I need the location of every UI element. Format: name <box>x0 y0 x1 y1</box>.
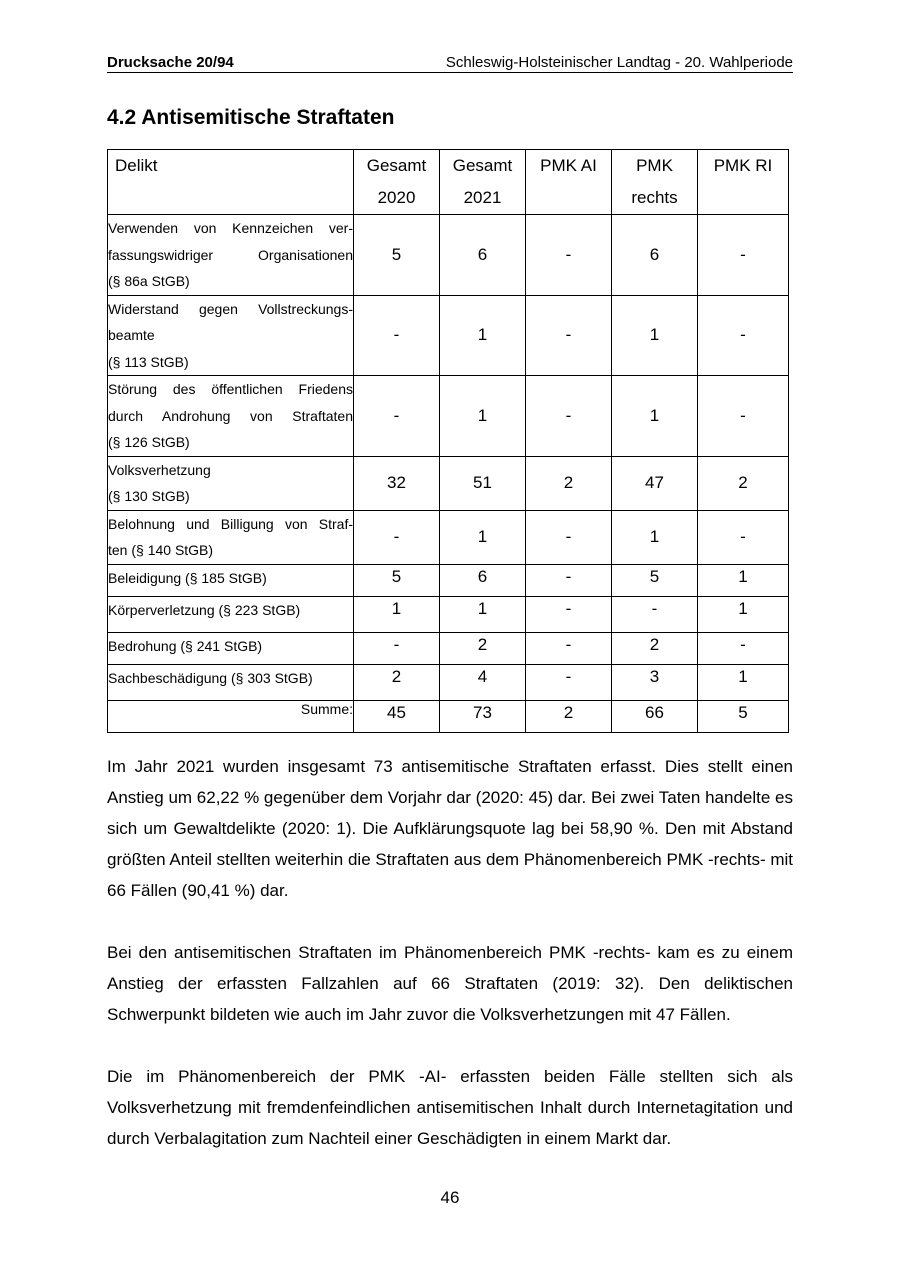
offence-cell <box>108 664 354 700</box>
column-header-line: Gesamt <box>366 156 427 175</box>
sum-value-cell: 66 <box>612 700 698 732</box>
offence-line: (§ 130 StGB) <box>108 488 190 504</box>
column-header-line: PMK <box>636 156 673 175</box>
value-cell: 1 <box>612 376 698 457</box>
value-cell: 3 <box>612 664 698 700</box>
column-header-line: 2021 <box>463 188 502 207</box>
value-cell: 1 <box>440 596 526 632</box>
offence-line: beamte <box>108 327 155 343</box>
table-body <box>108 215 789 733</box>
page-number: 46 <box>440 1188 460 1207</box>
paragraph: Im Jahr 2021 wurden insgesamt 73 antisemitische Straftaten erfasst. Dies stellt einen Anstieg um 62,22 % gegenüber dem Vorjahr dar (2020: 45) dar. Bei zwei Taten handelte es sich um Gewaltdelikte (2020: 1). Die Aufklärungsquote lag bei 58,90 %. Den mit Abstand größten Anteil stellten weiterhin die Straftaten aus dem Phänomenbereich PMK -rechts- mit 66 Fällen (90,41 %) dar. <box>107 757 794 900</box>
column-header-line: rechts <box>631 188 678 207</box>
table-row <box>108 295 789 376</box>
table-row <box>108 664 789 700</box>
value-cell: 4 <box>440 664 526 700</box>
value-cell: 47 <box>612 456 698 510</box>
value-cell: 2 <box>698 456 789 510</box>
offence-line: Sachbeschädigung (§ 303 StGB) <box>108 669 313 686</box>
value-cell: 1 <box>698 664 789 700</box>
value-cell: 6 <box>612 215 698 296</box>
value-cell: 2 <box>612 632 698 664</box>
value-cell: 5 <box>354 564 440 596</box>
value-cell: - <box>354 295 440 376</box>
value-cell: - <box>698 632 789 664</box>
value-cell: - <box>526 376 612 457</box>
value-cell: 1 <box>698 564 789 596</box>
value-cell: 32 <box>354 456 440 510</box>
value-cell: 1 <box>440 376 526 457</box>
offence-line: (§ 126 StGB) <box>108 434 190 450</box>
document-number: Drucksache 20/94 <box>107 54 234 71</box>
column-header-line: PMK AI <box>540 156 597 175</box>
table-header-row <box>108 150 789 215</box>
offence-line: ten (§ 140 StGB) <box>108 542 214 558</box>
column-header-line: PMK RI <box>713 156 773 175</box>
section-title: 4.2 Antisemitische Straftaten <box>107 106 395 129</box>
column-header-line: Delikt <box>115 156 158 175</box>
offence-line: Belohnung und Billigung von Straf- <box>108 515 353 532</box>
value-cell: - <box>526 215 612 296</box>
value-cell: - <box>698 376 789 457</box>
value-cell: 1 <box>612 295 698 376</box>
column-header <box>354 150 440 215</box>
value-cell: - <box>698 215 789 296</box>
value-cell: 5 <box>612 564 698 596</box>
value-cell: 1 <box>354 596 440 632</box>
offence-line: Störung des öffentlichen Friedens <box>108 381 353 397</box>
parliament-name: Schleswig-Holsteinischer Landtag - 20. Wahlperiode <box>445 54 793 71</box>
offence-cell <box>108 510 354 564</box>
sum-value-cell: 45 <box>354 700 440 732</box>
value-cell: - <box>526 510 612 564</box>
table-row <box>108 564 789 596</box>
offence-line: Verwenden von Kennzeichen ver- <box>108 220 353 236</box>
value-cell: 6 <box>440 215 526 296</box>
value-cell: 51 <box>440 456 526 510</box>
offence-cell <box>108 632 354 664</box>
value-cell: 1 <box>612 510 698 564</box>
sum-value-cell: 2 <box>526 700 612 732</box>
offence-line: (§ 113 StGB) <box>108 353 189 370</box>
offence-cell <box>108 215 354 296</box>
value-cell: 1 <box>440 295 526 376</box>
value-cell: - <box>354 632 440 664</box>
table-row <box>108 456 789 510</box>
value-cell: - <box>526 596 612 632</box>
value-cell: 1 <box>440 510 526 564</box>
value-cell: - <box>526 632 612 664</box>
offence-cell <box>108 376 354 457</box>
offence-line: durch Androhung von Straftaten <box>108 407 353 424</box>
body-text <box>107 751 793 1185</box>
sum-value-cell: 5 <box>698 700 789 732</box>
offence-line: Beleidigung (§ 185 StGB) <box>108 569 267 586</box>
column-header <box>440 150 526 215</box>
value-cell: - <box>698 295 789 376</box>
table-row <box>108 215 789 296</box>
value-cell: - <box>698 510 789 564</box>
value-cell: 6 <box>440 564 526 596</box>
value-cell: - <box>526 295 612 376</box>
column-header-line: Gesamt <box>452 156 513 175</box>
table-row <box>108 632 789 664</box>
offence-line: Körperverletzung (§ 223 StGB) <box>108 601 301 618</box>
column-header <box>698 150 789 215</box>
offence-cell <box>108 456 354 510</box>
table-header <box>108 150 789 215</box>
value-cell: - <box>526 564 612 596</box>
table-row <box>108 510 789 564</box>
value-cell: - <box>354 376 440 457</box>
value-cell: 2 <box>440 632 526 664</box>
offence-cell <box>108 596 354 632</box>
offence-cell <box>108 564 354 596</box>
offence-line: Volksverhetzung <box>108 461 211 478</box>
value-cell: 2 <box>526 456 612 510</box>
value-cell: - <box>612 596 698 632</box>
sum-value-cell: 73 <box>440 700 526 732</box>
value-cell: 1 <box>698 596 789 632</box>
offence-line: Bedrohung (§ 241 StGB) <box>108 637 263 654</box>
column-header <box>612 150 698 215</box>
column-header <box>526 150 612 215</box>
column-header <box>108 150 354 215</box>
offence-cell <box>108 295 354 376</box>
sum-label: Summe: <box>108 700 354 732</box>
offences-table <box>107 149 789 733</box>
value-cell: 5 <box>354 215 440 296</box>
table-row <box>108 376 789 457</box>
paragraph: Die im Phänomenbereich der PMK -AI- erfassten beiden Fälle stellten sich als Volksverhetzung mit fremdenfeindlichen antisemitischen Inhalt durch Internetagitation und durch Verbalagitation zum Nachteil einer Geschädigten in einem Markt dar. <box>107 1067 793 1148</box>
offence-line: fassungswidriger Organisationen <box>108 246 353 263</box>
value-cell: - <box>354 510 440 564</box>
value-cell: 2 <box>354 664 440 700</box>
paragraph: Bei den antisemitischen Straftaten im Phänomenbereich PMK -rechts- kam es zu einem Anstieg der erfassten Fallzahlen auf 66 Straftaten (2019: 32). Den deliktischen Schwerpunkt bildeten wie auch im Jahr zuvor die Volksverhetzungen mit 47 Fällen. <box>107 943 793 1024</box>
column-header-line: 2020 <box>377 188 416 207</box>
table-row <box>108 596 789 632</box>
value-cell: - <box>526 664 612 700</box>
offence-line: Widerstand gegen Vollstreckungs- <box>108 300 353 317</box>
sum-row <box>108 700 789 732</box>
offence-line: (§ 86a StGB) <box>108 273 190 289</box>
page-header <box>107 54 793 73</box>
